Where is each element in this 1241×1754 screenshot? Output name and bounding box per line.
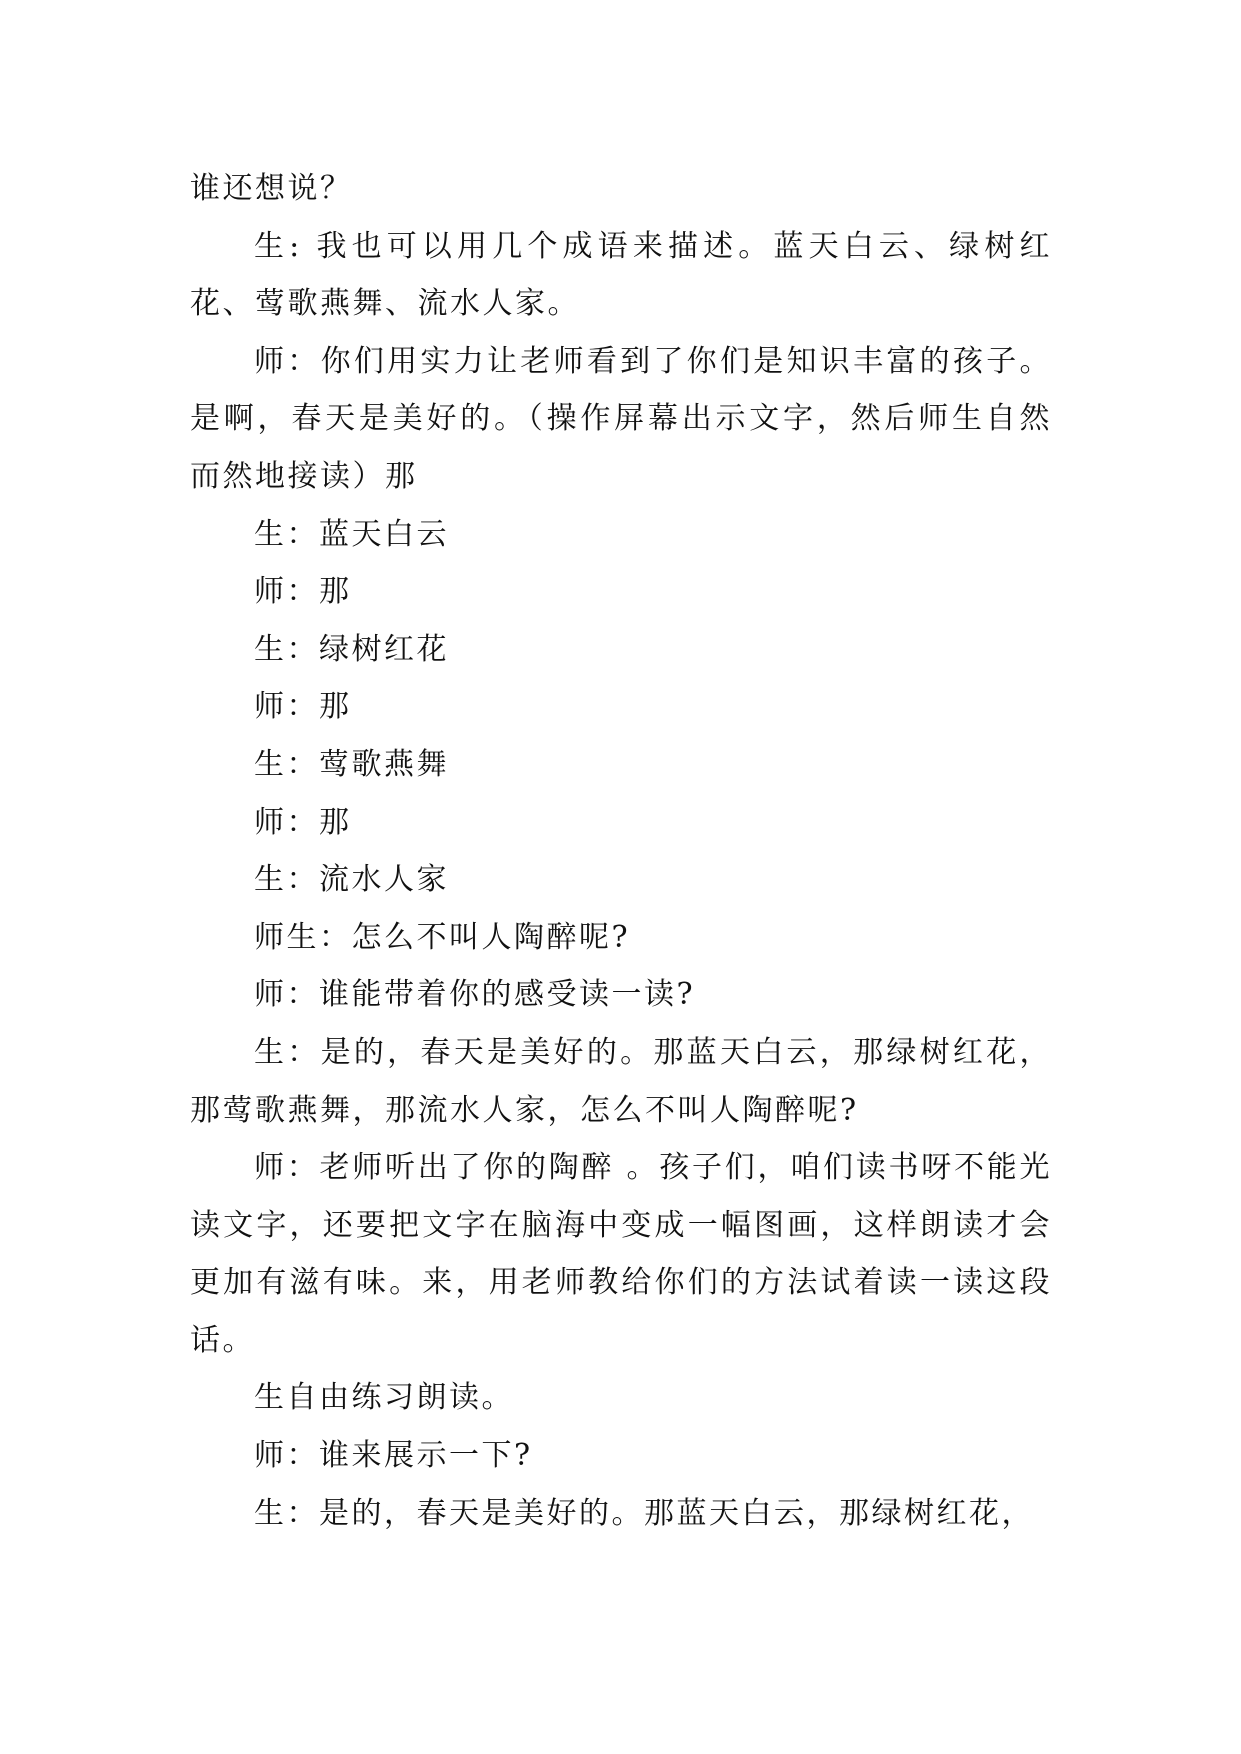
paragraph: 师生：怎么不叫人陶醉呢? (254, 919, 631, 955)
paragraph: 生：绿树红花 (254, 631, 449, 667)
paragraph: 师：那 (254, 574, 352, 610)
paragraph: 谁还想说？ (190, 171, 353, 206)
paragraph: 生：流水人家 (254, 862, 449, 898)
paragraph: 生自由练习朗读。 (254, 1380, 514, 1416)
paragraph: 师：老师听出了你的陶醉 。孩子们，咱们读书呀不能光读文字，还要把文字在脑海中变成一幅图画，这样朗读才会更加有滋有味。来，用老师教给你们的方法试着读一读这段话。 (190, 1150, 1052, 1358)
paragraph: 师：谁能带着你的感受读一读? (254, 977, 696, 1013)
paragraph: 师：谁来展示一下? (254, 1438, 533, 1474)
document-body (190, 160, 1052, 1542)
paragraph: 生: 我也可以用几个成语来描述。蓝天白云、绿树红花、莺歌燕舞、流水人家。 (190, 228, 1052, 322)
paragraph: 生：蓝天白云 (254, 516, 449, 552)
paragraph: 生：莺歌燕舞 (254, 746, 449, 782)
paragraph: 生：是的，春天是美好的。那蓝天白云，那绿树红花，那莺歌燕舞，那流水人家，怎么不叫人陶醉呢? (190, 1034, 1052, 1128)
paragraph: 师：那 (254, 804, 352, 840)
paragraph: 生：是的，春天是美好的。那蓝天白云，那绿树红花， (254, 1495, 1034, 1531)
paragraph: 师：那 (254, 689, 352, 725)
paragraph: 师：你们用实力让老师看到了你们是知识丰富的孩子。是啊，春天是美好的。（操作屏幕出示文字，然后师生自然而然地接读）那 (190, 343, 1052, 494)
